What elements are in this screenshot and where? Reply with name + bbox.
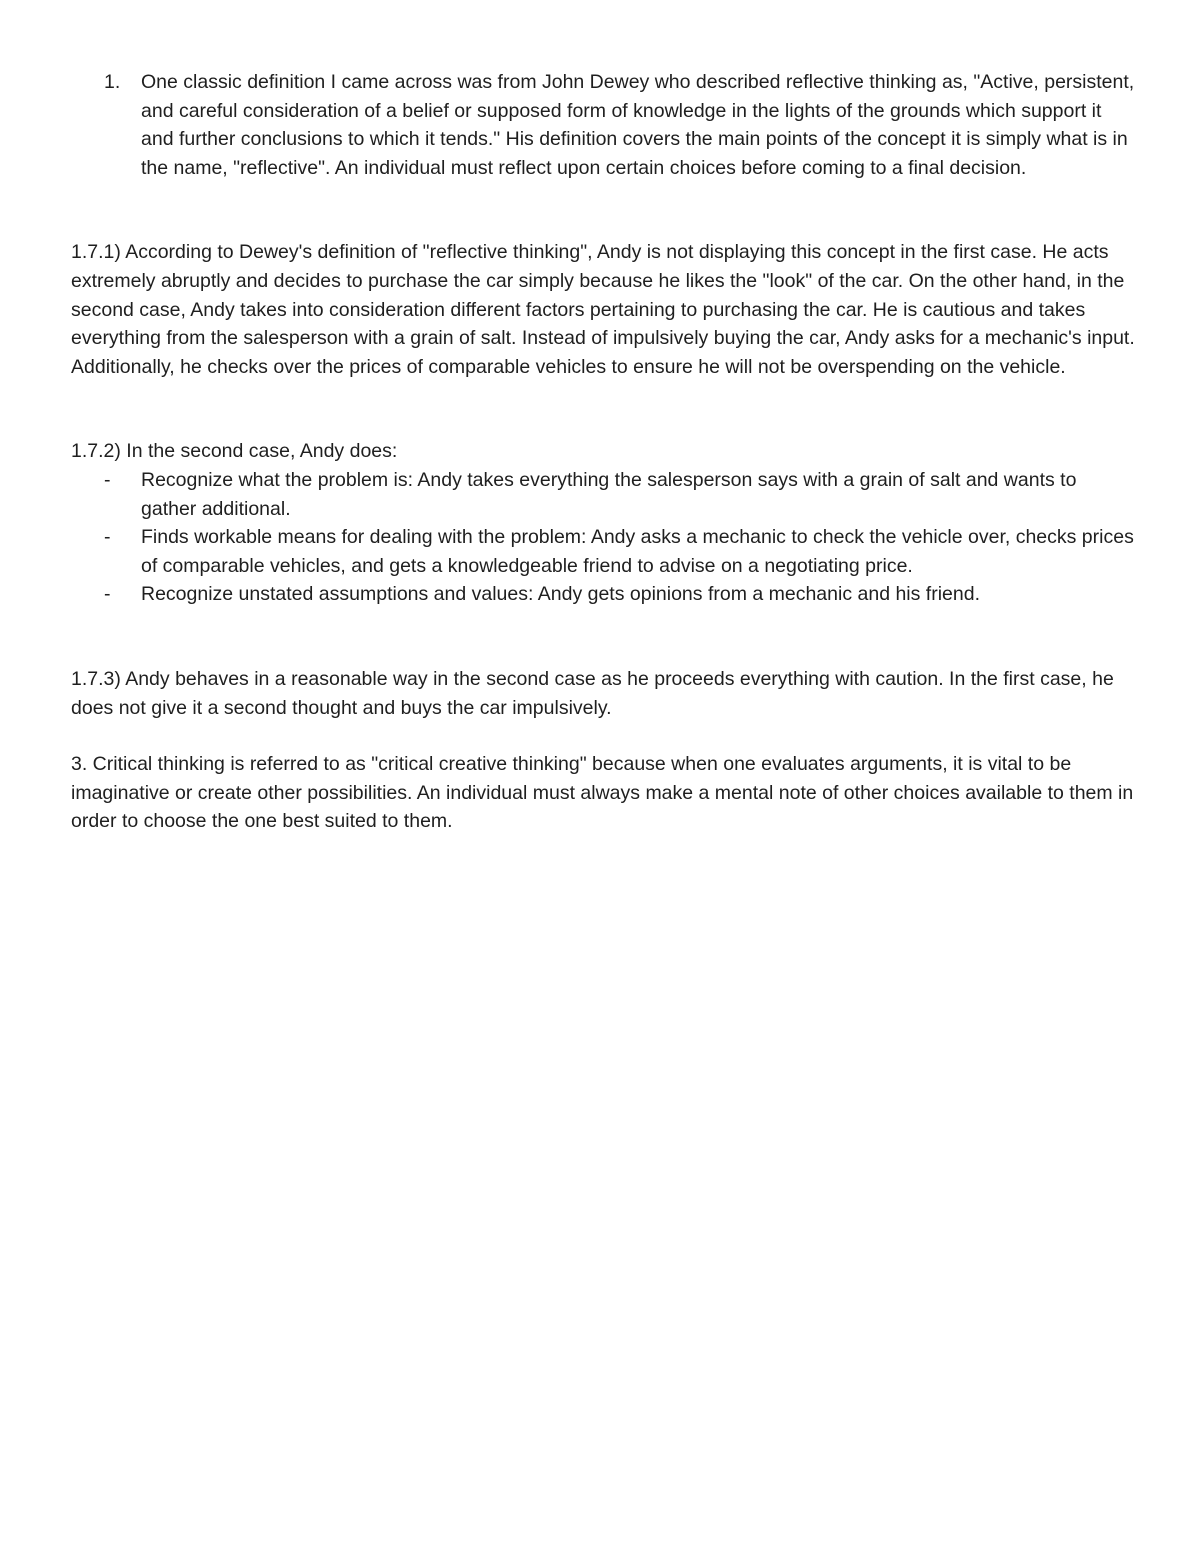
spacer (71, 722, 1136, 750)
definition-paragraph: One classic definition I came across was from John Dewey who described reflective thinking as, "Active, persistent, and careful consideration of a belief or supposed form of knowledge in the lights of the grounds which support it and further conclusions to which it tends." His definition covers the main points of the concept it is simply what is in the name, "reflective". An individual must reflect upon certain choices before coming to a final decision. (141, 71, 1135, 179)
answer-3-paragraph: 3. Critical thinking is referred to as "critical creative thinking" because when one evaluates arguments, it is vital to be imaginative or create other possibilities. An individual must always make a mental note of other choices available to them in order to choose the one best suited to them. (71, 753, 1134, 833)
list-number: 1. (104, 71, 121, 93)
answer-1-7-3-paragraph: 1.7.3) Andy behaves in a reasonable way in the second case as he proceeds everything with caution. In the first case, he does not give it a second thought and buys the car impulsively. (71, 667, 1114, 719)
spacer (71, 381, 1136, 437)
bullet-dash: - (104, 526, 111, 549)
list-item (71, 580, 1136, 609)
numbered-item-1 (71, 68, 1136, 182)
answer-1-7-1-paragraph: 1.7.1) According to Dewey's definition of "reflective thinking", Andy is not displaying this concept in the first case. He acts extremely abruptly and decides to purchase the car simply because he likes the "look" of the car. On the other hand, in the second case, Andy takes into consideration different factors pertaining to purchasing the car. He is cautious and takes everything from the salesperson with a grain of salt. Instead of impulsively buying the car, Andy asks for a mechanic's input. Additionally, he checks over the prices of comparable vehicles to ensure he will not be overspending on the vehicle. (71, 241, 1135, 378)
spacer (71, 182, 1136, 238)
bullet-text: Recognize unstated assumptions and values: Andy gets opinions from a mechanic and his friend. (141, 583, 980, 606)
answer-1-7-2-list (71, 466, 1136, 609)
bullet-text: Recognize what the problem is: Andy takes everything the salesperson says with a grain of salt and wants to gather additional. (141, 468, 1077, 520)
document-body (71, 68, 1136, 836)
list-item (71, 523, 1136, 580)
bullet-dash: - (104, 583, 111, 606)
bullet-text: Finds workable means for dealing with the problem: Andy asks a mechanic to check the vehicle over, checks prices of comparable vehicles, and gets a knowledgeable friend to advise on a negotiating price. (141, 526, 1134, 577)
spacer (71, 609, 1136, 665)
list-item (71, 466, 1136, 523)
answer-1-7-2-intro: 1.7.2) In the second case, Andy does: (71, 440, 398, 463)
bullet-dash: - (104, 468, 111, 491)
